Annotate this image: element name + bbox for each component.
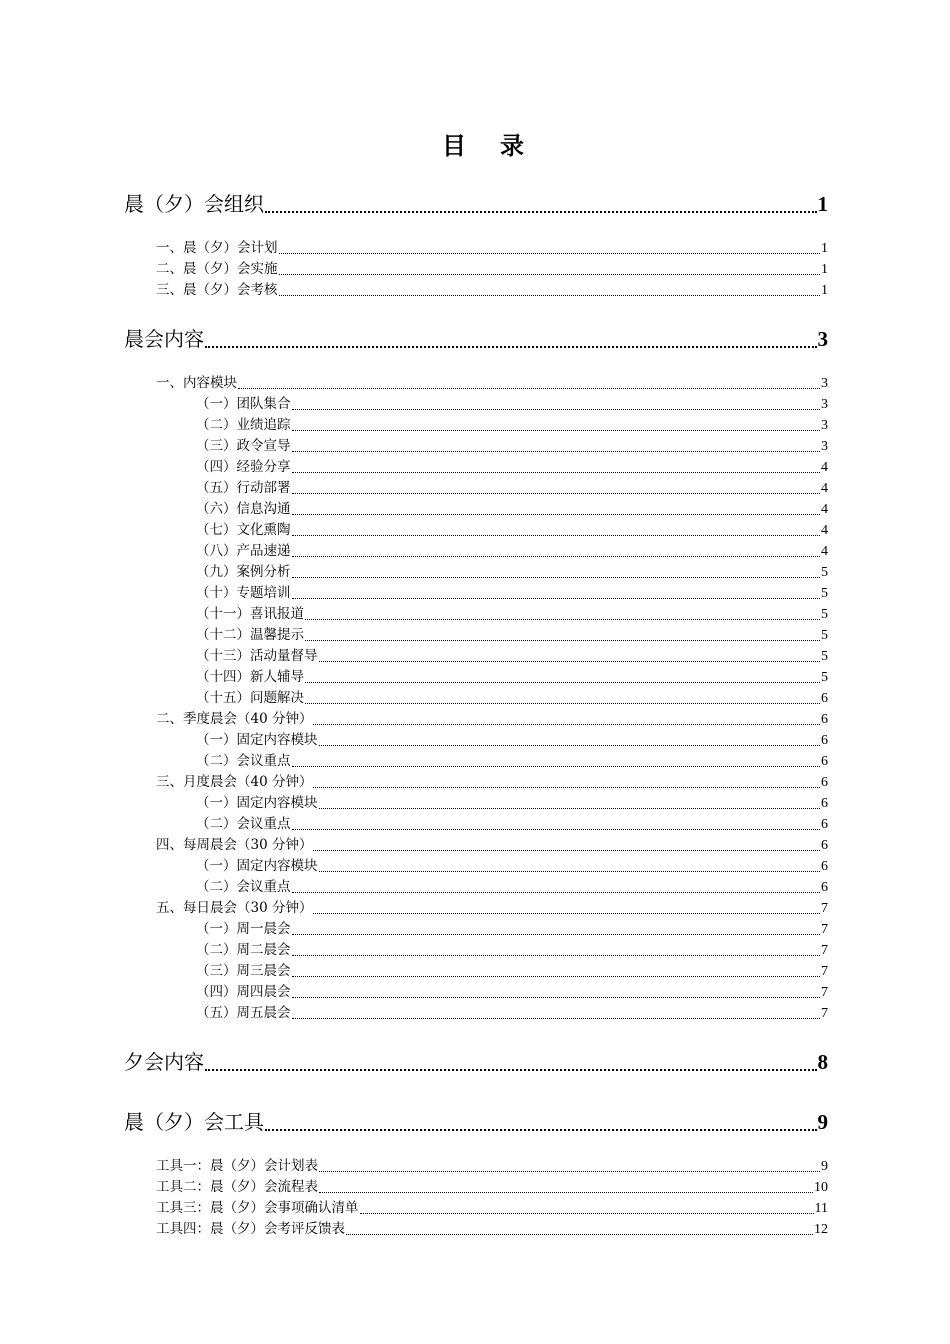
dot-leader [305, 619, 820, 620]
dot-leader [346, 1234, 813, 1235]
toc-entry-label: 晨（夕）会组织 [124, 192, 264, 216]
toc-section-entry[interactable] [124, 772, 828, 793]
dot-leader [313, 913, 820, 914]
dot-leader [292, 535, 821, 536]
toc-entry-label: 晨（夕）会工具 [124, 1110, 264, 1134]
toc-entry-label: （十）专题培训 [196, 585, 291, 601]
toc-title: 目录 [442, 132, 558, 160]
dot-leader [313, 724, 820, 725]
toc-subsection-entry[interactable] [124, 520, 828, 541]
toc-spacer [124, 301, 828, 323]
toc-page-number: 1 [821, 241, 828, 256]
toc-entry-label: 二、季度晨会（40 分钟） [156, 711, 313, 727]
toc-subsection-entry[interactable] [124, 982, 828, 1003]
toc-entry-label: （七）文化熏陶 [196, 522, 291, 538]
toc-entry-label: （一）固定内容模块 [196, 732, 318, 748]
toc-section-entry[interactable] [124, 835, 828, 856]
dot-leader [292, 1018, 821, 1019]
toc-entry-label: （三）政令宣导 [196, 438, 291, 454]
toc-entry-label: （十四）新人辅导 [196, 669, 304, 685]
toc-page-number: 7 [821, 943, 828, 958]
toc-page-number: 7 [821, 1006, 828, 1021]
toc-subsection-entry[interactable] [124, 919, 828, 940]
toc-entry-label: 三、晨（夕）会考核 [156, 282, 278, 298]
toc-page-number: 9 [821, 1159, 828, 1174]
dot-leader [292, 556, 821, 557]
toc-entry-label: （十五）问题解决 [196, 690, 304, 706]
toc-page-number: 5 [821, 607, 828, 622]
toc-page-number: 6 [821, 691, 828, 706]
dot-leader [265, 1129, 817, 1131]
toc-subsection-entry[interactable] [124, 751, 828, 772]
toc-subsection-entry[interactable] [124, 604, 828, 625]
dot-leader [292, 493, 821, 494]
toc-entry-label: 二、晨（夕）会实施 [156, 261, 278, 277]
dot-leader [319, 1192, 813, 1193]
dot-leader [313, 787, 820, 788]
toc-spacer [124, 1024, 828, 1046]
toc-entry-label: （五）周五晨会 [196, 1005, 291, 1021]
dot-leader [313, 850, 820, 851]
toc-page-number: 6 [821, 859, 828, 874]
toc-page-number: 6 [821, 880, 828, 895]
toc-entry-label: （十二）温馨提示 [196, 627, 304, 643]
dot-leader [319, 661, 821, 662]
toc-entry-label: 晨会内容 [124, 327, 204, 351]
toc-entry-label: （二）会议重点 [196, 879, 291, 895]
toc-entry-label: （一）周一晨会 [196, 921, 291, 937]
toc-page-number: 6 [821, 775, 828, 790]
toc-entry-label: （二）业绩追踪 [196, 417, 291, 433]
toc-entry-label: 一、晨（夕）会计划 [156, 240, 278, 256]
toc-page-number: 3 [817, 327, 828, 351]
toc-section-entry[interactable] [124, 280, 828, 301]
toc-chapter-entry[interactable] [124, 1046, 828, 1078]
toc-page-number: 4 [821, 523, 828, 538]
toc-page-number: 6 [821, 733, 828, 748]
toc-subsection-entry[interactable] [124, 688, 828, 709]
toc-subsection-entry[interactable] [124, 856, 828, 877]
toc-entry-label: （一）团队集合 [196, 396, 291, 412]
toc-spacer [124, 1078, 828, 1106]
toc-entry-label: 五、每日晨会（30 分钟） [156, 900, 313, 916]
dot-leader [279, 295, 821, 296]
dot-leader [360, 1213, 814, 1214]
dot-leader [292, 598, 821, 599]
toc-page-number: 12 [814, 1222, 828, 1237]
toc-entry-label: 夕会内容 [124, 1050, 204, 1074]
toc-entry-label: （六）信息沟通 [196, 501, 291, 517]
toc-subsection-entry[interactable] [124, 667, 828, 688]
dot-leader [292, 451, 821, 452]
toc-subsection-entry[interactable] [124, 646, 828, 667]
toc-section-entry[interactable] [124, 898, 828, 919]
toc-page-number: 7 [821, 901, 828, 916]
toc-page-number: 4 [821, 460, 828, 475]
dot-leader [292, 577, 821, 578]
toc-page-number: 6 [821, 796, 828, 811]
dot-leader [319, 871, 821, 872]
toc-entry-label: （十三）活动量督导 [196, 648, 318, 664]
toc-page-number: 5 [821, 565, 828, 580]
toc-page-number: 11 [814, 1201, 828, 1216]
toc-subsection-entry[interactable] [124, 730, 828, 751]
toc-spacer [124, 1138, 828, 1156]
toc-page-number: 9 [817, 1110, 828, 1134]
toc-section-entry[interactable] [124, 1177, 828, 1198]
toc-page-number: 5 [821, 628, 828, 643]
toc-entry-label: （一）固定内容模块 [196, 858, 318, 874]
toc-entry-label: （五）行动部署 [196, 480, 291, 496]
toc-chapter-entry[interactable] [124, 1106, 828, 1138]
toc-section-entry[interactable] [124, 1198, 828, 1219]
toc-page-number: 3 [821, 376, 828, 391]
toc-subsection-entry[interactable] [124, 814, 828, 835]
toc-page-number: 10 [814, 1180, 828, 1195]
toc-subsection-entry[interactable] [124, 478, 828, 499]
dot-leader [292, 472, 821, 473]
toc-page-number: 6 [821, 754, 828, 769]
toc-subsection-entry[interactable] [124, 793, 828, 814]
toc-page-number: 6 [821, 817, 828, 832]
toc-page-number: 8 [817, 1050, 828, 1074]
toc-section-entry[interactable] [124, 1156, 828, 1177]
toc-subsection-entry[interactable] [124, 541, 828, 562]
dot-leader [305, 640, 820, 641]
toc-entry-label: （二）会议重点 [196, 753, 291, 769]
dot-leader [319, 1171, 820, 1172]
toc-page-number: 5 [821, 649, 828, 664]
toc-spacer [124, 355, 828, 373]
dot-leader [319, 745, 821, 746]
dot-leader [279, 253, 821, 254]
dot-leader [205, 1069, 817, 1071]
dot-leader [292, 934, 821, 935]
toc-page-number: 1 [821, 283, 828, 298]
toc-entry-label: （一）固定内容模块 [196, 795, 318, 811]
toc-section-entry[interactable] [124, 709, 828, 730]
toc-subsection-entry[interactable] [124, 877, 828, 898]
dot-leader [292, 829, 821, 830]
dot-leader [292, 766, 821, 767]
toc-subsection-entry[interactable] [124, 457, 828, 478]
toc-page-number: 7 [821, 922, 828, 937]
toc-entry-label: （三）周三晨会 [196, 963, 291, 979]
toc-page-number: 3 [821, 439, 828, 454]
toc-section-entry[interactable] [124, 1219, 828, 1240]
toc-subsection-entry[interactable] [124, 961, 828, 982]
toc-page-number: 3 [821, 397, 828, 412]
toc-entry-label: 工具二：晨（夕）会流程表 [156, 1179, 318, 1195]
toc-page-number: 7 [821, 964, 828, 979]
toc-entry-label: 一、内容模块 [156, 375, 237, 391]
toc-subsection-entry[interactable] [124, 436, 828, 457]
toc-subsection-entry[interactable] [124, 625, 828, 646]
toc-page-number: 6 [821, 838, 828, 853]
toc-entry-label: （二）会议重点 [196, 816, 291, 832]
dot-leader [292, 997, 821, 998]
toc-subsection-entry[interactable] [124, 940, 828, 961]
toc-entry-label: 三、月度晨会（40 分钟） [156, 774, 313, 790]
toc-spacer [124, 220, 828, 238]
toc-page-number: 4 [821, 481, 828, 496]
toc-subsection-entry[interactable] [124, 415, 828, 436]
toc-chapter-entry[interactable] [124, 188, 828, 220]
toc-entry-label: 四、每周晨会（30 分钟） [156, 837, 313, 853]
dot-leader [292, 892, 821, 893]
dot-leader [292, 430, 821, 431]
toc-entry-label: （二）周二晨会 [196, 942, 291, 958]
toc-section-entry[interactable] [124, 373, 828, 394]
toc-page-number: 3 [821, 418, 828, 433]
toc-page-number: 4 [821, 544, 828, 559]
dot-leader [292, 955, 821, 956]
toc-page-number: 5 [821, 670, 828, 685]
toc-page-number: 4 [821, 502, 828, 517]
toc-subsection-entry[interactable] [124, 583, 828, 604]
toc-subsection-entry[interactable] [124, 1003, 828, 1024]
toc-entry-label: 工具三：晨（夕）会事项确认清单 [156, 1200, 359, 1216]
toc-page-number: 1 [817, 192, 828, 216]
dot-leader [279, 274, 821, 275]
toc-entry-label: （十一）喜讯报道 [196, 606, 304, 622]
dot-leader [292, 409, 821, 410]
toc-entry-label: （九）案例分析 [196, 564, 291, 580]
toc-subsection-entry[interactable] [124, 394, 828, 415]
toc-section-entry[interactable] [124, 259, 828, 280]
toc-section-entry[interactable] [124, 238, 828, 259]
toc-entry-label: （四）周四晨会 [196, 984, 291, 1000]
toc-subsection-entry[interactable] [124, 562, 828, 583]
dot-leader [292, 514, 821, 515]
toc-page-number: 5 [821, 586, 828, 601]
dot-leader [305, 703, 820, 704]
toc-page-number: 7 [821, 985, 828, 1000]
toc-entry-label: （八）产品速递 [196, 543, 291, 559]
dot-leader [292, 976, 821, 977]
toc-page-number: 6 [821, 712, 828, 727]
table-of-contents [124, 188, 828, 1240]
dot-leader [205, 346, 817, 348]
toc-subsection-entry[interactable] [124, 499, 828, 520]
dot-leader [238, 388, 820, 389]
toc-entry-label: 工具一：晨（夕）会计划表 [156, 1158, 318, 1174]
toc-page-number: 1 [821, 262, 828, 277]
toc-entry-label: 工具四：晨（夕）会考评反馈表 [156, 1221, 345, 1237]
toc-entry-label: （四）经验分享 [196, 459, 291, 475]
toc-chapter-entry[interactable] [124, 323, 828, 355]
dot-leader [265, 211, 817, 213]
dot-leader [305, 682, 820, 683]
dot-leader [319, 808, 821, 809]
